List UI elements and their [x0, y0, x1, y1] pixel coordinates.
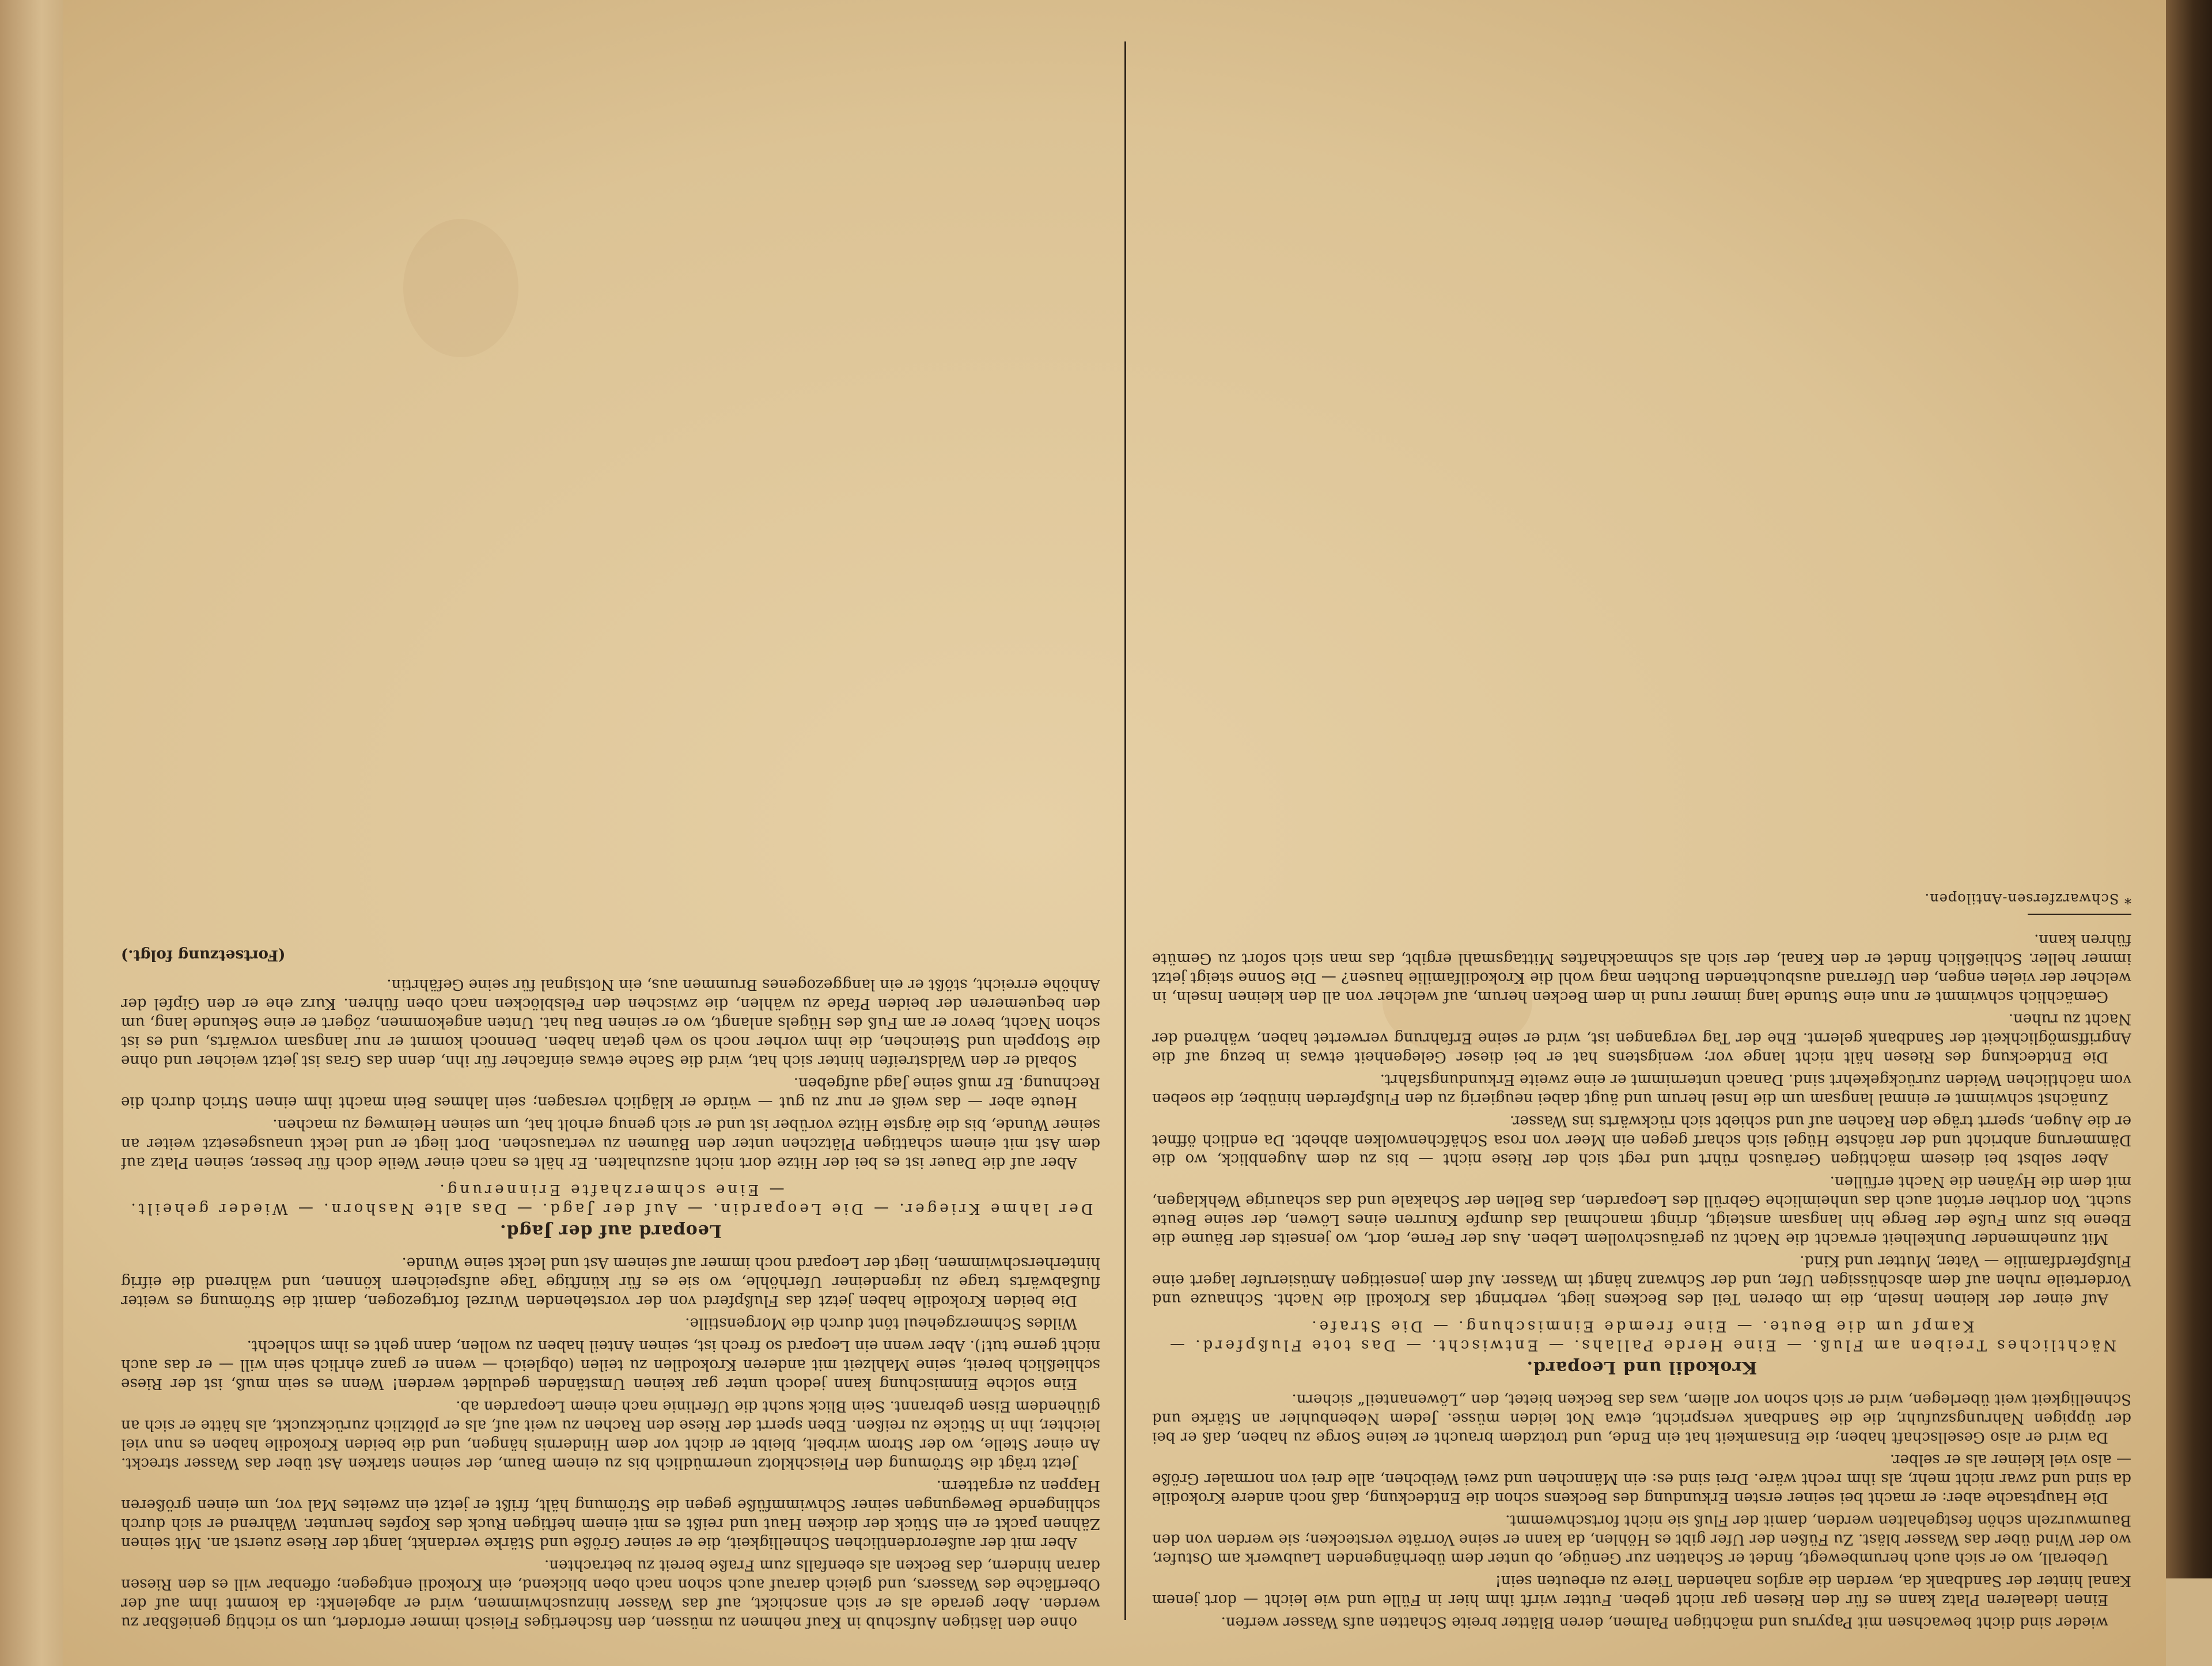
section-heading: Leopard auf der Jagd. — [499, 1221, 722, 1241]
next-page-edge — [2166, 1578, 2212, 1666]
book-binding — [2166, 0, 2212, 1666]
paragraph: Mit zunehmender Dunkelheit erwacht die Nacht zu geräuschvollem Leben. Aus der Ferne, dort, wo jenseits der Bäume die Ebene bis zum Fuße der Berge hin langsam ansteigt, dringt manchmal das dumpfe Knurren eines Löwen, der seine Beute sucht. Von dorther ertönt auch das unheimliche Gebrüll des Leoparden, das Bellen der Schakale und das schaurige Wehklagen, mit dem die Hyänen die Nacht erfüllen. — [1152, 1173, 2131, 1247]
paragraph: Da wird er also Gesellschaft haben; die Einsamkeit hat ein Ende, und trotzdem braucht er keine Sorge zu haben, daß er bei der üppigen Nahrungszufuhr, die die Sandbank verspricht, etwa Not leiden müsse. Jedem Nebenbuhler an Stärke und Schnelligkeit weit überlegen, wird er sich schon vor allem, was das Becken bietet, den „Löwenanteil“ sichern. — [1152, 1391, 2131, 1446]
section-subheading: Nächtliches Treiben am Fluß. — Eine Herde Pallahs. — Entwischt. — Das tote Flußpferd. — Kampf um die Beute. — Eine fremde Einmischung. — Die Strafe. — [1167, 1317, 2116, 1354]
paragraph: Jetzt trägt die Strömung den Fleischklotz unermüdlich bis zu einem Baum, der seinen starken Ast über das Wasser streckt. An einer Stelle, wo der Strom wirbelt, bleibt er dicht vor dem Hindernis hängen, und die beiden Krokodile haben es nun viel leichter, ihn in Stücke zu reißen. Eben sperrt der Riese den Rachen zu weit auf, als er plötzlich zurückzuckt, als hätte er sich an glühendem Eisen gebrannt. Sein Blick sucht die Uferlinie nach einem Leoparden ab. — [121, 1398, 1100, 1472]
paragraph: Sobald er den Waldstreifen hinter sich hat, wird die Sache etwas einfacher für ihn, denn das Gras ist jetzt weicher und ohne die Stoppeln und Steinchen, die ihm vorher noch so weh getan haben. Dennoch kommt er nur langsam vorwärts, und es ist schon Nacht, bevor er am Fuß des Hügels anlangt, wo er seinen Bau hat. Unten angekommen, zögert er eine Sekunde lang, um den bequemeren der beiden Pfade zu wählen, die zwischen den Felsblöcken nach oben führen. Kurz ehe er den Gipfel der Anhöhe erreicht, stößt er ein langgezogenes Brummen aus, ein Notsignal für seine Gefährtin. — [121, 976, 1100, 1069]
paragraph: Aber auf die Dauer ist es bei der Hitze dort nicht auszuhalten. Er hält es nach einer Weile doch für besser, seinen Platz auf dem Ast mit einem schattigen Plätzchen unter den Bäumen zu vertauschen. Dort liegt er und leckt unausgesetzt weiter an seiner Wunde, bis die ärgste Hitze vorüber ist und er sich genug erholt hat, um seinen Heimweg zu machen. — [121, 1116, 1100, 1171]
continuation-note: (Fortsetzung folgt.) — [121, 946, 286, 964]
paragraph: Eine solche Einmischung kann jedoch unter gar keinen Umständen geduldet werden! Wenn es sein muß, ist der Riese schließlich bereit, seine Mahlzeit mit anderen Krokodilen zu teilen (obgleich — wenn er ganz ehrlich sein will — er das auch nicht gerne tut!). Aber wenn ein Leopard so frech ist, seinen Anteil haben zu wollen, dann geht es ihm schlecht. — [121, 1337, 1100, 1392]
paragraph: Auf einer der kleinen Inseln, die im oberen Teil des Beckens liegt, verbringt das Krokodil die Nacht. Schnauze und Vorderteile ruhen auf dem abschüssigen Ufer, und der Schwanz hängt im Wasser. Auf dem jenseitigen Amüsierufer lagert eine Flußpferdfamilie — Vater, Mutter und Kind. — [1152, 1252, 2131, 1308]
paragraph: Zunächst schwimmt er einmal langsam um die Insel herum und äugt dabei neugierig zu den Flußpferden hinüber, die soeben vom nächtlichen Weiden zurückgekehrt sind. Danach unternimmt er eine zweite Erkundungsfahrt. — [1152, 1071, 2131, 1107]
paragraph: Gemächlich schwimmt er nun eine Stunde lang immer rund in dem Becken herum, auf welcher von all den kleinen Inseln, in welcher der vielen engen, den Uferrand ausbuchtenden Buchten mag wohl die Krokodilfamilie hausen? — Die Sonne steigt jetzt immer heller. Schließlich findet er den Kanal, der sich als schmackhaftes Mittagsmahl ergibt, das man sich sofort zu Gemüte führen kann. — [1152, 931, 2131, 1005]
column-rule — [1124, 41, 1126, 1620]
section-subheading: Der lahme Krieger. — Die Leopardin. — Auf der Jagd. — Das alte Nashorn. — Wieder geheilt. — Eine schmerzhafte Erinnerung. — [128, 1181, 1093, 1217]
paragraph: Wildes Schmerzgeheul tönt durch die Morgenstille. — [685, 1315, 1077, 1332]
text-column-right — [121, 30, 1100, 1631]
footnote: * Schwarzfersen-Antilopen. — [1924, 891, 2131, 907]
paragraph: ohne den lästigen Aufschub in Kauf nehmen zu müssen, den fischertiges Fleisch immer erfordert, um so richtig genießbar zu werden. Aber gerade als er sich anschickt, auf das Wasser hinzuschwimmen, wird er abgelenkt: da kommt ihm auf der Oberfläche des Wassers, und gleich darauf auch schon nach oben blickend, ein Krokodil entgegen; offenbar will es den Riesen daran hindern, das Becken als ebenfalls zum Fraße bereit zu betrachten. — [121, 1557, 1100, 1631]
paragraph: Die Hauptsache aber: er macht bei seiner ersten Erkundung des Beckens schon die Entdeckung, daß noch andere Krokodile da sind und zwar nicht mehr, als ihm recht wäre. Drei sind es: ein Männchen und zwei Weibchen, alle drei von normaler Größe — also viel kleiner als er selber. — [1152, 1451, 2131, 1506]
section-heading: Krokodil und Leopard. — [1526, 1357, 1758, 1377]
paragraph: Heute aber — das weiß er nur zu gut — würde er kläglich versagen; sein lahmes Bein macht ihm einen Strich durch die Rechnung. Er muß seine Jagd aufgeben. — [121, 1074, 1100, 1111]
paragraph: Die beiden Krokodile haben jetzt das Flußpferd von der vorstehenden Wurzel fortgezogen, damit die Strömung es weiter flußabwärts trage zu irgendeiner Uferhöhle, wo sie es für künftige Tage aufspeichern können, und während die eifrig hinterherschwimmen, liegt der Leopard noch immer auf seinem Ast und leckt seine Wunde. — [121, 1254, 1100, 1309]
paragraph: wieder sind dicht bewachsen mit Papyrus und mächtigen Palmen, deren Blätter breite Schatten aufs Wasser werfen. — [1221, 1614, 2108, 1631]
paragraph: Einen idealeren Platz kann es für den Riesen gar nicht geben. Futter wirft ihm hier in Fülle und wie leicht — dort jenem Kanal hinter der Sandbank da, werden die arglos nahenden Tiere zu erbeuten sein! — [1152, 1572, 2131, 1608]
footnote-rule — [2028, 914, 2131, 915]
paragraph: Aber selbst bei diesem mächtigen Geräusch rührt und regt sich der Riese nicht — bis zu dem Augenblick, wo die Dämmerung anbricht und der nächste Hügel sich scharf gegen ein Meer von rosa Schäfchenwolken abhebt. Da endlich öffnet er die Augen, sperrt träge den Rachen auf und schiebt sich rückwärts ins Wasser. — [1152, 1112, 2131, 1168]
paragraph: Aber mit der außerordentlichen Schnelligkeit, die er seiner Größe und Stärke verdankt, langt der Riese zuerst an. Mit seinen Zähnen packt er ein Stück der dicken Haut und reißt es mit einem heftigen Ruck des Kopfes herunter. Während er sich durch schlingende Bewegungen seiner Schwimmfüße gegen die Strömung hält, frißt er jetzt ein zweites Mal vor, um einen größeren Happen zu ergattern. — [121, 1477, 1100, 1551]
previous-page-edge — [0, 0, 69, 1666]
paragraph: Die Entdeckung des Riesen hält nicht lange vor; wenigstens hat er bei dieser Gelegenheit etwas in bezug auf die Angriffsmöglichkeit der Sandbank gelernt. Ehe der Tag vergangen ist, wird er seine Erfahrung verwertet haben, während der Nacht zu ruhen. — [1152, 1010, 2131, 1066]
paragraph: Ueberall, wo er sich auch herumbewegt, findet er Schatten zur Genüge, ob unter dem überhängenden Laubwerk am Ostufer, wo der Wind über das Wasser bläst. Zu Füßen der Ufer gibt es Höhlen, da kann er seine Vorräte verstecken; sie werden von den Baumwurzeln schön festgehalten werden, damit der Fluß sie nicht fortschwemmt. — [1152, 1512, 2131, 1567]
printed-text-upside-down — [98, 0, 2154, 1666]
text-column-left — [1152, 30, 2131, 1631]
